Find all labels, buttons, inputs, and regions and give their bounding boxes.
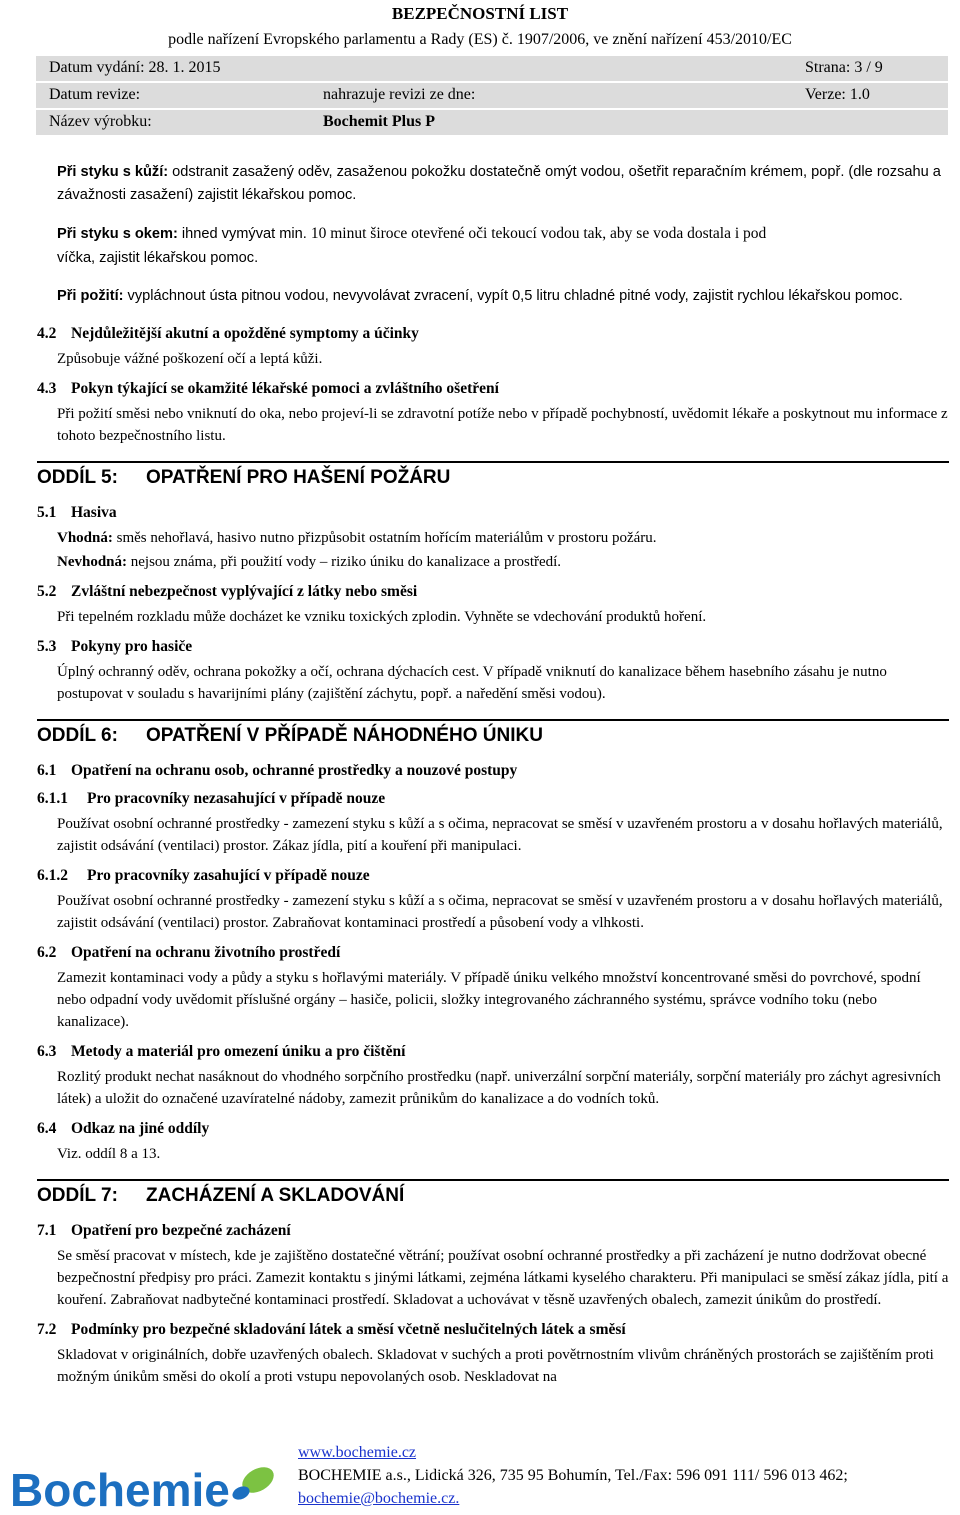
header-row-product [36,110,948,135]
text-5-3: Úplný ochranný oděv, ochrana pokožky a očí, ochrana dýchacích cest. V případě vniknutí do kanalizace během hasebního zásahu je nutno postupovat v souladu s havarijními plány (zajištění záchytu, popř. a naředění směsi vodou). [57,663,887,702]
header-row-revision [36,83,948,108]
first-aid-skin [57,161,949,208]
revision-label: Datum revize: [49,86,141,103]
text-6-3: Rozlitý produkt nechat nasáknout do vhodného sorpčního prostředku (např. univerzální sorpční materiály, sorpční materiály pro záchyt agresivních látek) a uložit do označené uzavíratelné nádoby, zamezit průnikům do kanalizace a do vodních toků. [57,1068,941,1107]
heading-5-1: 5.1 Hasiva [37,503,117,521]
ingest-label: Při požití: [57,287,124,304]
heading-6-4: 6.4 Odkaz na jiné oddíly [37,1119,210,1137]
eye-label: Při styku s okem: [57,226,178,243]
replaces-label: nahrazuje revizi ze dne: [323,86,476,103]
heading-6-2: 6.2 Opatření na ochranu životního prostředí [37,943,341,961]
company-address: BOCHEMIE a.s., Lidická 326, 735 95 Bohumín, Tel./Fax: 596 091 111/ 596 013 462; [298,1467,848,1484]
document-body [37,146,949,1388]
header-row-issue [36,56,948,81]
text-5-1-suitable: Vhodná: směs nehořlavá, hasivo nutno přizpůsobit ostatním hořícím materiálům v prostoru požáru. [57,529,657,546]
ingest-text: vypláchnout ústa pitnou vodou, nevyvolávat zvracení, vypít 0,5 litru chladné pitné vody, zajistit rychlou lékařskou pomoc. [123,287,903,304]
version: Verze: 1.0 [805,86,870,103]
eye-text-a: ihned vymývat min. [177,226,311,243]
bochemie-logo [8,1460,280,1512]
logo-wordmark: Bochemie [10,1464,230,1512]
issue-date: Datum vydání: 28. 1. 2015 [49,59,221,76]
heading-6-1-1: 6.1.1 Pro pracovníky nezasahující v případě nouze [37,789,386,807]
heading-5-2: 5.2 Zvláštní nebezpečnost vyplývající z látky nebo směsi [37,582,418,600]
text-7-1: Se směsí pracovat v místech, kde je zajištěno dostatečné větrání; používat osobní ochranné prostředky a při zacházení je nutno dodržovat obecné bezpečnostní předpisy pro práci. Zamezit kontaktu s jinými látkami, zejména látkami kyselého charakteru. Při manipulaci se směsí zákaz jídla, pití a kouření. Zabraňovat nadbytečné kontaminaci prostředí. Skladovat a uchovávat v těsně uzavřených obalech, zamezit únikům do prostředí. [57,1247,949,1308]
heading-5-3: 5.3 Pokyny pro hasiče [37,637,193,655]
section-6-heading: ODDÍL 6: OPATŘENÍ V PŘÍPADĚ NÁHODNÉHO ÚNIKU [37,719,949,748]
footer [0,1440,960,1515]
document-title: BEZPEČNOSTNÍ LIST [391,4,569,23]
website-link[interactable]: www.bochemie.cz [298,1444,417,1461]
text-6-4: Viz. oddíl 8 a 13. [57,1145,161,1162]
text-6-2: Zamezit kontaminaci vody a půdy a styku s hořlavými materiály. V případě úniku velkého množství koncentrované směsi do povrchové, spodní nebo odpadní vody uvědomit příslušné orgány – hasiče, policii, složky integrovaného záchranného systému, správce vodního toku (nebo kanalizace). [57,969,921,1030]
first-aid-ingestion [57,285,949,309]
heading-4-2: 4.2 Nejdůležitější akutní a opožděné symptomy a účinky [37,324,419,342]
text-6-1-2: Používat osobní ochranné prostředky - zamezení styku s kůží a s očima, nepracovat se směsí v uzavřeném prostoru a v dosahu hořlavých materiálů, zajistit odsávání (ventilaci) prostor. Zabraňovat kontaminaci prostředí a působení vody a vlhkosti. [57,892,943,931]
text-6-1-1: Používat osobní ochranné prostředky - zamezení styku s kůží a s očima, nepracovat se směsí v uzavřeném prostoru a v dosahu hořlavých materiálů, zajistit odsávání (ventilaci) prostor. Zákaz jídla, pití a kouření při manipulaci. [57,815,943,854]
eye-text-b: 10 minut široce otevřené oči tekoucí vodou tak, aby se voda dostala i pod [310,225,767,243]
section-7-heading: ODDÍL 7: ZACHÁZENÍ A SKLADOVÁNÍ [37,1179,949,1208]
email-link[interactable]: bochemie@bochemie.cz. [298,1490,460,1507]
heading-6-3: 6.3 Metody a materiál pro omezení úniku a pro čištění [37,1042,406,1060]
section-5-heading: ODDÍL 5: OPATŘENÍ PRO HAŠENÍ POŽÁRU [37,461,949,490]
page-number: Strana: 3 / 9 [805,59,883,76]
regulation-subtitle: podle nařízení Evropského parlamentu a Rady (ES) č. 1907/2006, ve znění nařízení 453/2010/EC [168,31,792,48]
heading-7-2: 7.2 Podmínky pro bezpečné skladování látek a směsí včetně neslučitelných látek a směsí [37,1320,626,1338]
skin-text: odstranit zasažený oděv, zasaženou pokožku dostatečně omýt vodou, ošetřit reparačním krémem, popř. (dle rozsahu a závažnosti zasažení) zajistit lékařskou pomoc. [57,163,941,204]
heading-4-3: 4.3 Pokyn týkající se okamžité lékařské pomoci a zvláštního ošetření [37,379,499,397]
text-4-3: Při požití směsi nebo vniknutí do oka, nebo projeví-li se zdravotní potíže nebo v případě pochybností, uvědomit lékaře a poskytnout mu informace z tohoto bezpečnostního listu. [57,405,948,444]
heading-6-1: 6.1 Opatření na ochranu osob, ochranné prostředky a nouzové postupy [37,761,518,779]
heading-7-1: 7.1 Opatření pro bezpečné zacházení [37,1221,291,1239]
heading-6-1-2: 6.1.2 Pro pracovníky zasahující v případě nouze [37,866,370,884]
product-name: Bochemit Plus P [323,113,435,130]
text-4-2: Způsobuje vážné poškození očí a leptá kůži. [57,350,323,367]
first-aid-eye [57,222,949,270]
eye-text-c: víčka, zajistit lékařskou pomoc. [57,249,259,266]
product-label: Název výrobku: [49,113,152,130]
text-5-2: Při tepelném rozkladu může docházet ke vzniku toxických zplodin. Vyhněte se vdechování produktů hoření. [57,608,707,625]
text-7-2: Skladovat v originálních, dobře uzavřených obalech. Skladovat v suchých a proti povětrnostním vlivům chráněných prostorách se zajištěním proti možným únikům směsi do okolí a proti vstupu nepovolaných osob. Neskladovat na [57,1346,934,1385]
text-5-1-unsuitable: Nevhodná: nejsou známa, při použití vody – riziko úniku do kanalizace a prostředí. [57,553,562,570]
skin-label: Při styku s kůží: [57,163,169,180]
